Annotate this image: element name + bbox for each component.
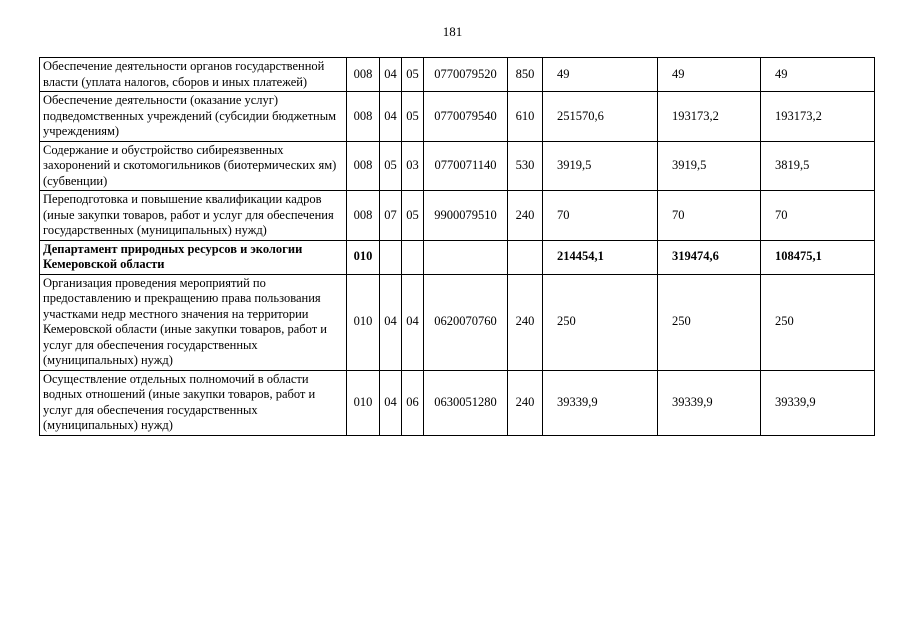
target-article-cell [424, 240, 508, 274]
amount-year-2-cell: 250 [658, 274, 761, 370]
target-article-cell: 0630051280 [424, 370, 508, 435]
amount-year-1-cell: 39339,9 [543, 370, 658, 435]
amount-year-1-cell: 49 [543, 58, 658, 92]
department-code-cell: 008 [347, 191, 380, 241]
table-row [40, 274, 875, 370]
amount-year-1-cell: 250 [543, 274, 658, 370]
subsection-code-cell: 05 [402, 92, 424, 142]
table-row [40, 370, 875, 435]
subsection-code-cell: 04 [402, 274, 424, 370]
table-row [40, 191, 875, 241]
amount-year-3-cell: 70 [761, 191, 875, 241]
section-code-cell [380, 240, 402, 274]
amount-year-1-cell: 251570,6 [543, 92, 658, 142]
section-code-cell: 07 [380, 191, 402, 241]
amount-year-2-cell: 49 [658, 58, 761, 92]
expense-type-cell [508, 240, 543, 274]
amount-year-1-cell: 70 [543, 191, 658, 241]
section-code-cell: 04 [380, 58, 402, 92]
table-row [40, 58, 875, 92]
expense-type-cell: 240 [508, 274, 543, 370]
amount-year-2-cell: 3919,5 [658, 141, 761, 191]
section-code-cell: 04 [380, 92, 402, 142]
amount-year-2-cell: 319474,6 [658, 240, 761, 274]
table-row [40, 240, 875, 274]
amount-year-2-cell: 70 [658, 191, 761, 241]
amount-year-3-cell: 108475,1 [761, 240, 875, 274]
expense-type-cell: 240 [508, 191, 543, 241]
expense-type-cell: 530 [508, 141, 543, 191]
section-code-cell: 04 [380, 274, 402, 370]
department-code-cell: 010 [347, 370, 380, 435]
amount-year-2-cell: 193173,2 [658, 92, 761, 142]
amount-year-2-cell: 39339,9 [658, 370, 761, 435]
department-code-cell: 008 [347, 92, 380, 142]
subsection-code-cell: 06 [402, 370, 424, 435]
amount-year-3-cell: 49 [761, 58, 875, 92]
amount-year-1-cell: 214454,1 [543, 240, 658, 274]
target-article-cell: 0770079540 [424, 92, 508, 142]
target-article-cell: 0770079520 [424, 58, 508, 92]
subsection-code-cell [402, 240, 424, 274]
amount-year-3-cell: 3819,5 [761, 141, 875, 191]
expense-type-cell: 240 [508, 370, 543, 435]
amount-year-3-cell: 250 [761, 274, 875, 370]
page-number: 181 [442, 24, 463, 39]
expense-name-cell: Обеспечение деятельности (оказание услуг) подведомственных учреждений (субсидии бюджетным учреждениям) [40, 92, 347, 142]
expense-name-cell: Переподготовка и повышение квалификации кадров (иные закупки товаров, работ и услуг для обеспечения государственных (муниципальных) нужд) [40, 191, 347, 241]
amount-year-3-cell: 39339,9 [761, 370, 875, 435]
budget-table [39, 57, 875, 436]
table-row [40, 92, 875, 142]
department-code-cell: 008 [347, 58, 380, 92]
expense-name-cell: Содержание и обустройство сибиреязвенных захоронений и скотомогильников (биотермических ям) (субвенции) [40, 141, 347, 191]
section-code-cell: 04 [380, 370, 402, 435]
expense-type-cell: 610 [508, 92, 543, 142]
amount-year-1-cell: 3919,5 [543, 141, 658, 191]
subsection-code-cell: 03 [402, 141, 424, 191]
expense-type-cell: 850 [508, 58, 543, 92]
subsection-code-cell: 05 [402, 191, 424, 241]
target-article-cell: 0620070760 [424, 274, 508, 370]
expense-name-cell: Организация проведения мероприятий по предоставлению и прекращению права пользования участками недр местного значения на территории Кемеровской области (иные закупки товаров, работ и услуг для обеспечения государственных (муниципальных) нужд) [40, 274, 347, 370]
department-code-cell: 010 [347, 274, 380, 370]
budget-table-body [40, 58, 875, 436]
subsection-code-cell: 05 [402, 58, 424, 92]
target-article-cell: 9900079510 [424, 191, 508, 241]
amount-year-3-cell: 193173,2 [761, 92, 875, 142]
expense-name-cell: Обеспечение деятельности органов государственной власти (уплата налогов, сборов и иных платежей) [40, 58, 347, 92]
department-code-cell: 010 [347, 240, 380, 274]
expense-name-cell: Департамент природных ресурсов и экологии Кемеровской области [40, 240, 347, 274]
target-article-cell: 0770071140 [424, 141, 508, 191]
expense-name-cell: Осуществление отдельных полномочий в области водных отношений (иные закупки товаров, работ и услуг для обеспечения государственных (муниципальных) нужд) [40, 370, 347, 435]
table-row [40, 141, 875, 191]
department-code-cell: 008 [347, 141, 380, 191]
section-code-cell: 05 [380, 141, 402, 191]
